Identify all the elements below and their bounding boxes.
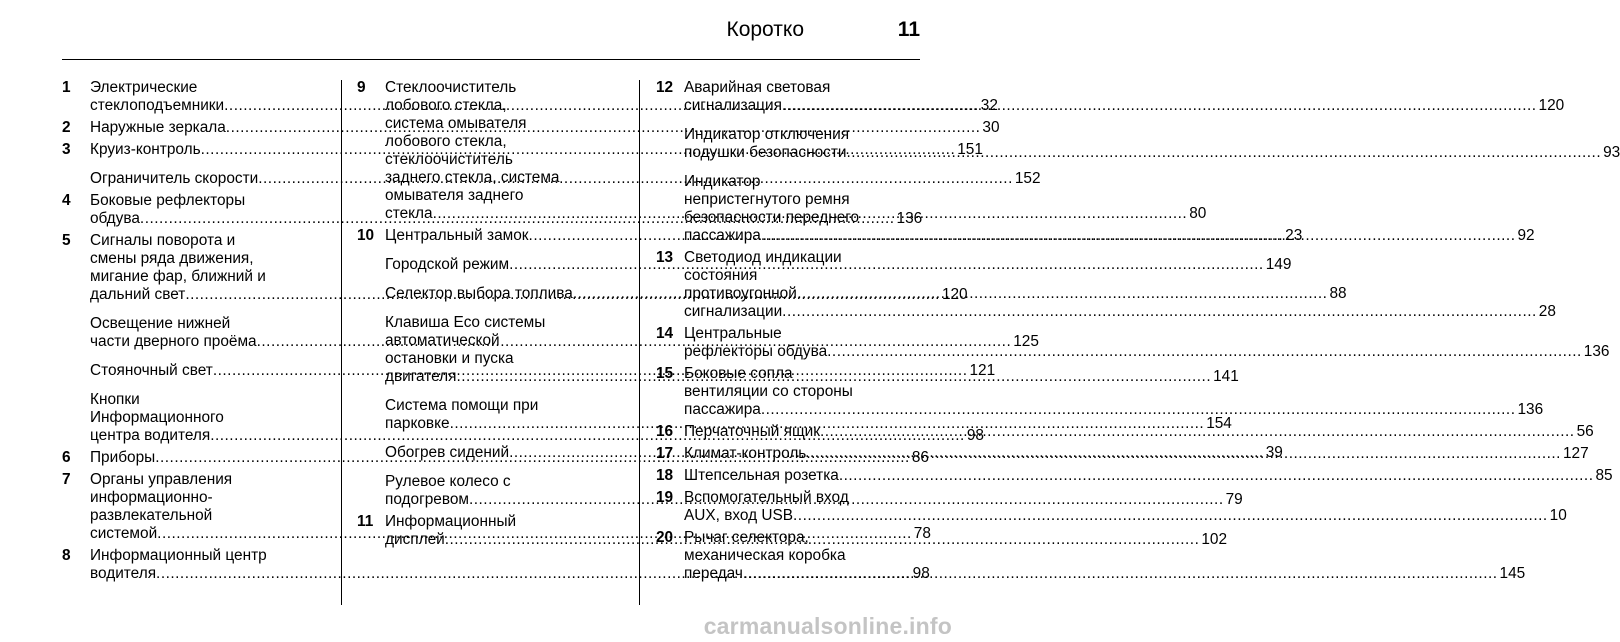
entry-text-line: Городской режим: [385, 256, 510, 273]
page-reference: 102: [1201, 531, 1228, 548]
entry-text-line: Информационного: [90, 409, 224, 426]
callout-number: [357, 473, 385, 509]
page-reference: 121: [969, 362, 996, 379]
page-reference: 98: [966, 427, 984, 444]
watermark: carmanualsonline.info: [703, 613, 952, 639]
page-reference: 136: [1583, 343, 1610, 360]
entry-text-line: стеклоочиститель: [385, 151, 513, 168]
callout-number: 13: [656, 249, 674, 266]
entry-text-line: Штепсельная розетка: [684, 467, 839, 484]
entry-text-line: заднего стекла, система: [385, 169, 560, 186]
entry-text-line: подушки безопасности: [684, 144, 847, 161]
page-number: 11: [897, 18, 920, 41]
dot-leader: [820, 423, 1575, 441]
page-reference: 88: [1329, 285, 1347, 302]
callout-number: [357, 397, 385, 433]
entry-text-line: стеклоподъемники: [90, 97, 225, 114]
entry-text-line: противоугонной: [684, 285, 797, 302]
entry-text-line: Стеклоочиститель: [385, 79, 517, 96]
entry-text-line: Информационный: [385, 513, 517, 530]
callout-number: [656, 173, 684, 245]
page-reference: 56: [1576, 423, 1594, 440]
dot-leader: [846, 144, 1601, 162]
callout-number: [656, 126, 684, 162]
entry-text-line: центра водителя: [90, 427, 211, 444]
page-reference: 120: [941, 286, 968, 303]
entry-text-line: дисплей: [385, 531, 445, 548]
page-reference: 28: [1538, 303, 1556, 320]
dot-leader: [827, 343, 1582, 361]
entry-text-line: состояния: [684, 267, 758, 284]
page-reference: 152: [1014, 170, 1041, 187]
column-divider: [341, 80, 342, 605]
page-reference: 80: [1189, 205, 1207, 222]
entry-text-line: Обогрев сидений: [385, 444, 510, 461]
page-reference: 85: [1595, 467, 1613, 484]
entry-text-line: лобового стекла,: [385, 133, 507, 150]
callout-number: [357, 314, 385, 386]
entry-text-line: Боковые рефлекторы: [90, 192, 246, 209]
entry-text-line: информационно-: [90, 489, 213, 506]
entry-text-line: омывателя заднего: [385, 187, 524, 204]
entry-text-line: безопасности переднего: [684, 209, 860, 226]
entry-text-line: Рычаг селектора,: [684, 529, 809, 546]
page-reference: 136: [1517, 401, 1544, 418]
entry-text-line: Приборы: [90, 449, 156, 466]
entry-text-line: развлекательной: [90, 507, 213, 524]
entry-text-line: смены ряда движения,: [90, 250, 254, 267]
entry-text-line: обдува: [90, 210, 140, 227]
dot-leader: [761, 227, 1516, 245]
dot-leader: [761, 401, 1516, 419]
entry-text-line: непристегнутого ремня: [684, 191, 850, 208]
entry-text-line: остановки и пуска: [385, 350, 514, 367]
page-reference: 151: [957, 141, 983, 158]
entry-text-line: сигнализации: [684, 303, 783, 320]
entry-text-line: мигание фар, ближний и: [90, 268, 266, 285]
callout-number: 11: [357, 513, 374, 530]
callout-number: 9: [357, 79, 366, 96]
entry-text-line: Индикатор отключения: [684, 126, 850, 143]
page-reference: 154: [1206, 415, 1232, 432]
entry-text-line: водителя: [90, 565, 157, 582]
entry-text-line: Аварийная световая: [684, 79, 831, 96]
entry-text-line: Центральный замок: [385, 227, 529, 244]
callout-number: 7: [62, 471, 71, 488]
dot-leader: [806, 445, 1561, 463]
entry-text-line: сигнализация: [684, 97, 782, 114]
page-reference: 145: [1499, 565, 1526, 582]
page-reference: 79: [1225, 491, 1243, 508]
callout-number: [62, 315, 90, 351]
callout-number: 10: [357, 227, 375, 244]
page-reference: 127: [1562, 445, 1589, 462]
callout-number: 3: [62, 141, 71, 158]
entry-text-line: лобового стекла,: [385, 97, 507, 114]
entry-text-line: Светодиод индикации: [684, 249, 842, 266]
dot-leader: [839, 467, 1594, 485]
entry-text-line: подогревом: [385, 491, 469, 508]
page-reference: 125: [1013, 333, 1039, 350]
callout-number: 5: [62, 232, 71, 249]
entry-text-line: пассажира: [684, 401, 761, 418]
dot-leader: [743, 565, 1498, 583]
page-reference: 32: [980, 97, 998, 114]
entry-text-line: Круиз-контроль: [90, 141, 201, 158]
page-reference: 92: [1517, 227, 1535, 244]
entry-text-line: Наружные зеркала: [90, 119, 226, 136]
entry-text-line: рефлекторы обдува: [684, 343, 828, 360]
dot-leader: [782, 303, 1537, 321]
callout-number: 4: [62, 192, 71, 209]
page-title: Коротко: [726, 18, 804, 41]
entry-text-line: стекла: [385, 205, 433, 222]
callout-number: [62, 170, 90, 188]
entry-text-line: Климат-контроль: [684, 445, 807, 462]
entry-text-line: Кнопки: [90, 391, 140, 408]
callout-number: 12: [656, 79, 674, 96]
entry-text-line: вентиляции со стороны: [684, 383, 853, 400]
entry-text-line: Сигналы поворота и: [90, 232, 236, 249]
entry-text-line: Ограничитель скорости: [90, 170, 259, 187]
callout-number: 1: [62, 79, 71, 96]
entry-text-line: пассажира: [684, 227, 761, 244]
entry-text-line: дальний свет: [90, 286, 186, 303]
index-entry: [656, 467, 1613, 485]
page-reference: 98: [912, 565, 930, 582]
entry-text-line: Стояночный свет: [90, 362, 213, 379]
entry-text-line: Вспомогательный вход: [684, 489, 849, 506]
page-reference: 78: [913, 525, 931, 542]
callout-number: [357, 444, 385, 462]
entry-text-line: Селектор выбора топлива: [385, 285, 573, 302]
entry-text-line: Рулевое колесо с: [385, 473, 511, 490]
entry-text-line: части дверного проёма: [90, 333, 257, 350]
entry-text-line: Электрические: [90, 79, 198, 96]
entry-text-line: Освещение нижней: [90, 315, 231, 332]
callout-number: [357, 285, 385, 303]
dot-leader: [782, 97, 1537, 115]
entry-text-line: Боковые сопла: [684, 365, 793, 382]
page-reference: 120: [1538, 97, 1565, 114]
callout-number: 16: [656, 423, 674, 440]
page-reference: 149: [1265, 256, 1292, 273]
entry-text-line: Информационный центр: [90, 547, 267, 564]
entry-text-line: система омывателя: [385, 115, 527, 132]
entry-text-line: Перчаточный ящик: [684, 423, 820, 440]
callout-number: 6: [62, 449, 71, 466]
entry-text-line: Клавиша Eco системы: [385, 314, 546, 331]
entry-text-line: передач: [684, 565, 743, 582]
callout-number: [62, 362, 90, 380]
dot-leader: [793, 507, 1548, 525]
callout-number: 15: [656, 365, 674, 382]
callout-number: 20: [656, 529, 674, 546]
page-reference: 30: [982, 119, 1000, 136]
page-reference: 10: [1549, 507, 1567, 524]
callout-number: 2: [62, 119, 71, 136]
entry-text-line: AUX, вход USB: [684, 507, 794, 524]
callout-number: [357, 256, 385, 274]
entry-text-line: Индикатор: [684, 173, 761, 190]
page-reference: 23: [1285, 227, 1303, 244]
callout-number: 19: [656, 489, 674, 506]
callout-number: 17: [656, 445, 674, 462]
callout-number: 8: [62, 547, 71, 564]
page-reference: 141: [1213, 368, 1239, 385]
page-reference: 86: [911, 449, 929, 466]
entry-text-line: механическая коробка: [684, 547, 846, 564]
callout-number: 14: [656, 325, 674, 342]
header-rule: [62, 59, 920, 60]
callout-number: [62, 391, 90, 445]
entry-text-line: парковке: [385, 415, 450, 432]
page-reference: 136: [896, 210, 923, 227]
page-header: [62, 14, 920, 52]
entry-text-line: Система помощи при: [385, 397, 539, 414]
entry-text-line: Центральные: [684, 325, 782, 342]
entry-text-line: системой: [90, 525, 158, 542]
entry-text-line: Органы управления: [90, 471, 233, 488]
page-reference: 93: [1603, 144, 1620, 161]
page-reference: 39: [1265, 444, 1283, 461]
entry-text-line: двигателя: [385, 368, 457, 385]
column-divider: [639, 80, 640, 605]
callout-number: 18: [656, 467, 674, 484]
entry-text-line: автоматической: [385, 332, 500, 349]
